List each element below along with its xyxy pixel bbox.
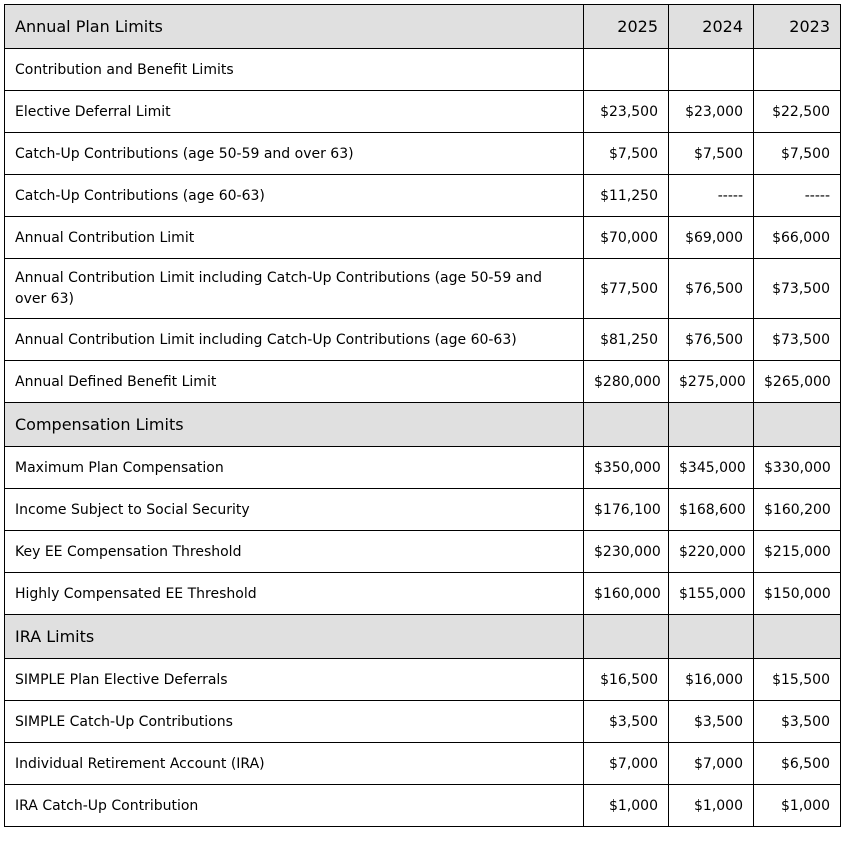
limit-label: IRA Catch-Up Contribution: [5, 785, 584, 827]
year-header: [669, 403, 754, 447]
limit-value: $11,250: [584, 175, 669, 217]
limit-value: $77,500: [584, 259, 669, 319]
year-header: [754, 403, 841, 447]
limit-label: Income Subject to Social Security: [5, 489, 584, 531]
limit-label: Annual Contribution Limit: [5, 217, 584, 259]
plan-limits-table-body: [5, 5, 841, 827]
limit-value: $7,500: [669, 133, 754, 175]
year-header: [584, 403, 669, 447]
limit-value: -----: [754, 175, 841, 217]
limit-value: $15,500: [754, 659, 841, 701]
limit-label: Maximum Plan Compensation: [5, 447, 584, 489]
table-row: [5, 489, 841, 531]
table-row: [5, 133, 841, 175]
limit-label: SIMPLE Catch-Up Contributions: [5, 701, 584, 743]
year-header: 2023: [754, 5, 841, 49]
limit-label: Contribution and Benefit Limits: [5, 49, 584, 91]
limit-label: Elective Deferral Limit: [5, 91, 584, 133]
section-header-row: [5, 5, 841, 49]
limit-label: SIMPLE Plan Elective Deferrals: [5, 659, 584, 701]
limit-value: $1,000: [584, 785, 669, 827]
table-row: [5, 49, 841, 91]
table-row: [5, 91, 841, 133]
limit-label: Individual Retirement Account (IRA): [5, 743, 584, 785]
limit-value: $176,100: [584, 489, 669, 531]
limit-value: $275,000: [669, 361, 754, 403]
limit-value: $70,000: [584, 217, 669, 259]
limit-value: $150,000: [754, 573, 841, 615]
section-title: IRA Limits: [5, 615, 584, 659]
limit-value: $7,000: [584, 743, 669, 785]
limit-value: $168,600: [669, 489, 754, 531]
limit-value: $330,000: [754, 447, 841, 489]
limit-value: $22,500: [754, 91, 841, 133]
limit-value: $73,500: [754, 259, 841, 319]
table-row: [5, 175, 841, 217]
table-row: [5, 361, 841, 403]
limit-label: Annual Contribution Limit including Catch-Up Contributions (age 50-59 and over 63): [5, 259, 584, 319]
limit-value: $345,000: [669, 447, 754, 489]
limit-value: [584, 49, 669, 91]
limit-value: $6,500: [754, 743, 841, 785]
limit-value: $7,500: [584, 133, 669, 175]
limit-value: $215,000: [754, 531, 841, 573]
limit-value: $1,000: [754, 785, 841, 827]
limit-value: $23,500: [584, 91, 669, 133]
limit-value: $3,500: [754, 701, 841, 743]
limit-value: $3,500: [584, 701, 669, 743]
limit-value: $220,000: [669, 531, 754, 573]
limit-value: $280,000: [584, 361, 669, 403]
table-row: [5, 447, 841, 489]
limit-value: $16,500: [584, 659, 669, 701]
limit-value: $76,500: [669, 319, 754, 361]
limit-value: $350,000: [584, 447, 669, 489]
limit-value: [754, 49, 841, 91]
limit-value: $66,000: [754, 217, 841, 259]
limit-value: $160,200: [754, 489, 841, 531]
table-row: [5, 785, 841, 827]
table-row: [5, 659, 841, 701]
limit-label: Annual Contribution Limit including Catch-Up Contributions (age 60-63): [5, 319, 584, 361]
table-row: [5, 701, 841, 743]
limit-value: $69,000: [669, 217, 754, 259]
year-header: 2024: [669, 5, 754, 49]
limit-value: $81,250: [584, 319, 669, 361]
section-header-row: [5, 615, 841, 659]
limit-label: Annual Defined Benefit Limit: [5, 361, 584, 403]
limit-label: Key EE Compensation Threshold: [5, 531, 584, 573]
limit-value: $7,000: [669, 743, 754, 785]
limit-value: $23,000: [669, 91, 754, 133]
limit-value: [669, 49, 754, 91]
table-row: [5, 573, 841, 615]
limit-value: $160,000: [584, 573, 669, 615]
limit-value: $1,000: [669, 785, 754, 827]
table-row: [5, 743, 841, 785]
table-row: [5, 531, 841, 573]
section-header-row: [5, 403, 841, 447]
limit-label: Catch-Up Contributions (age 50-59 and over 63): [5, 133, 584, 175]
plan-limits-table: [4, 4, 841, 827]
limit-value: $230,000: [584, 531, 669, 573]
table-row: [5, 217, 841, 259]
section-title: Annual Plan Limits: [5, 5, 584, 49]
limit-label: Highly Compensated EE Threshold: [5, 573, 584, 615]
limit-value: $265,000: [754, 361, 841, 403]
table-row: [5, 319, 841, 361]
limit-label: Catch-Up Contributions (age 60-63): [5, 175, 584, 217]
year-header: 2025: [584, 5, 669, 49]
year-header: [584, 615, 669, 659]
limit-value: -----: [669, 175, 754, 217]
limit-value: $3,500: [669, 701, 754, 743]
year-header: [669, 615, 754, 659]
table-row: [5, 259, 841, 319]
section-title: Compensation Limits: [5, 403, 584, 447]
limit-value: $16,000: [669, 659, 754, 701]
year-header: [754, 615, 841, 659]
limit-value: $76,500: [669, 259, 754, 319]
limit-value: $73,500: [754, 319, 841, 361]
limit-value: $155,000: [669, 573, 754, 615]
limit-value: $7,500: [754, 133, 841, 175]
